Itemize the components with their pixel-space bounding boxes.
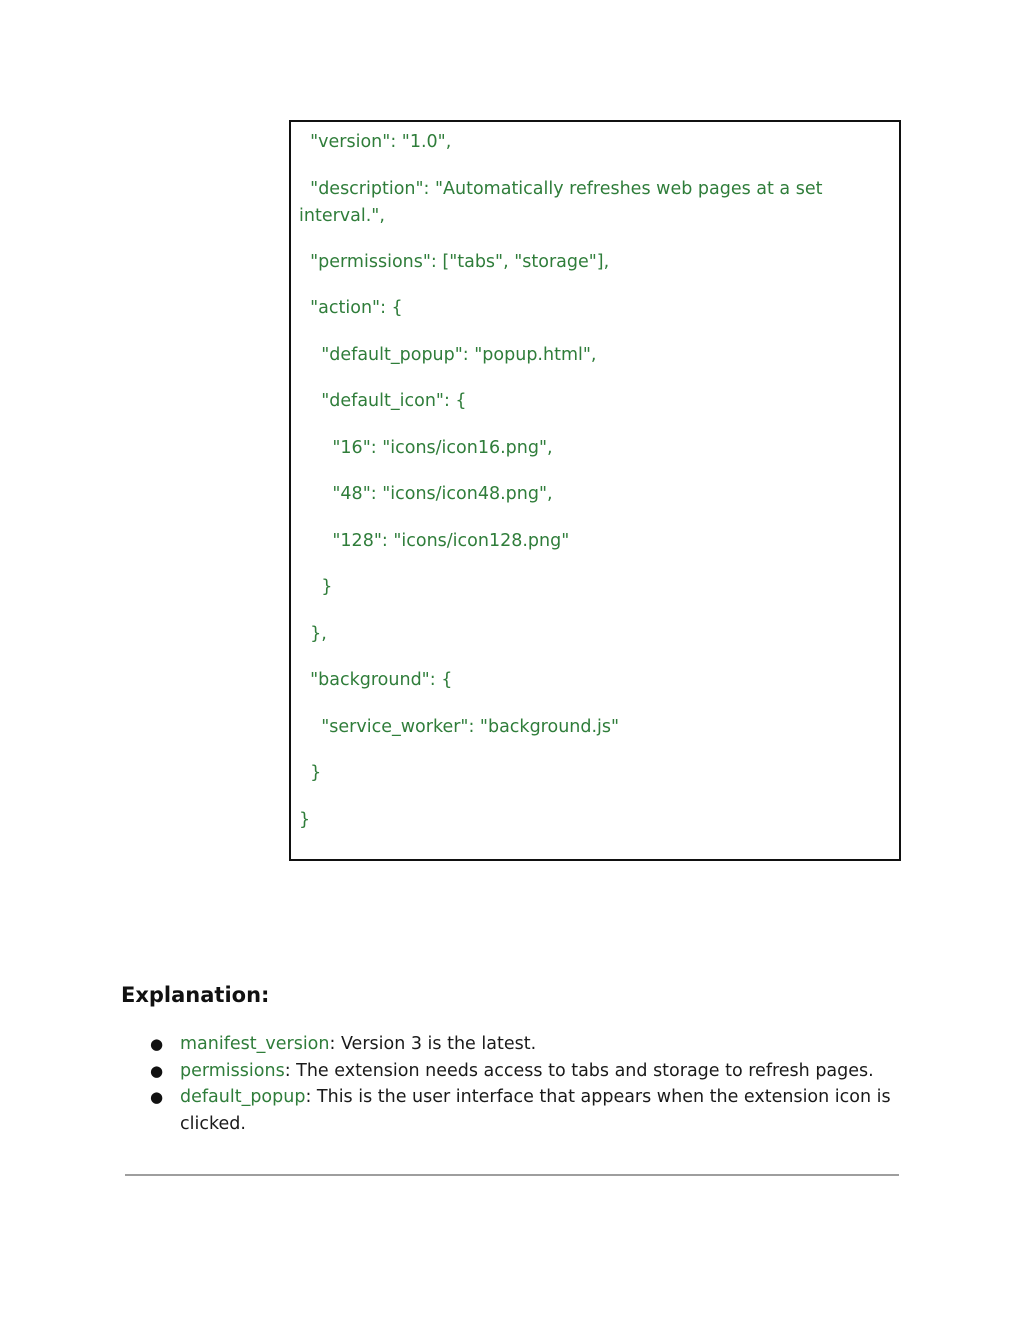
code-line-default-icon-open: "default_icon": { bbox=[299, 391, 467, 411]
bullet-icon: ● bbox=[150, 1062, 164, 1080]
item-text: : Version 3 is the latest. bbox=[329, 1034, 537, 1054]
code-line-background-open: "background": { bbox=[299, 670, 453, 690]
code-line-icon48: "48": "icons/icon48.png", bbox=[299, 484, 553, 504]
code-line-root-close: } bbox=[299, 810, 311, 830]
code-line-action-close: }, bbox=[299, 624, 327, 644]
bullet-icon: ● bbox=[150, 1088, 164, 1106]
code-line-icon-close: } bbox=[299, 577, 333, 597]
item-text: : The extension needs access to tabs and storage to refresh pages. bbox=[284, 1061, 874, 1081]
term-manifest-version: manifest_version bbox=[180, 1034, 330, 1054]
item-text: : This is the user interface that appears when the extension icon is clicked. bbox=[180, 1087, 891, 1134]
code-line-default-popup: "default_popup": "popup.html", bbox=[299, 345, 597, 365]
list-item bbox=[150, 1031, 895, 1058]
term-permissions: permissions bbox=[180, 1061, 285, 1081]
list-item bbox=[150, 1084, 895, 1137]
code-line-icon16: "16": "icons/icon16.png", bbox=[299, 438, 553, 458]
code-line-action-open: "action": { bbox=[299, 298, 403, 318]
code-line-description: "description": "Automatically refreshes web pages at a set interval.", bbox=[299, 179, 823, 226]
code-block bbox=[289, 120, 901, 861]
code-line-permissions: "permissions": ["tabs", "storage"], bbox=[299, 252, 610, 272]
code-line-service-worker: "service_worker": "background.js" bbox=[299, 717, 620, 737]
bullet-icon: ● bbox=[150, 1035, 164, 1053]
term-default-popup: default_popup bbox=[180, 1087, 306, 1107]
code-line-background-close: } bbox=[299, 763, 322, 783]
code-line-icon128: "128": "icons/icon128.png" bbox=[299, 531, 570, 551]
list-item bbox=[150, 1058, 895, 1085]
horizontal-rule bbox=[125, 1174, 899, 1176]
explanation-heading: Explanation: bbox=[121, 983, 270, 1007]
code-line-version: "version": "1.0", bbox=[299, 132, 452, 152]
